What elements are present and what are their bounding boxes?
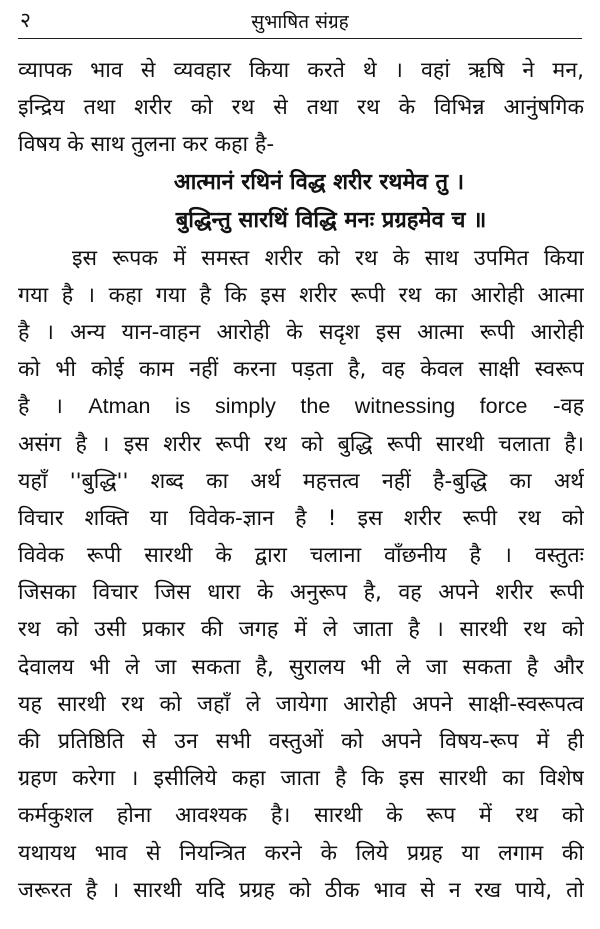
text-line: को भी कोई काम नहीं करना पड़ता है, वह केवल साक्षी स्वरूप [18,357,584,383]
text-line: जरूरत है । सारथी यदि प्रग्रह को ठीक भाव से न रख पाये, तो [18,877,584,903]
text-line: यथायथ भाव से नियन्त्रित करने के लिये प्रग्रह या लगाम की [18,840,584,866]
hindi-fragment: -वह [552,394,584,420]
text-line: इस रूपक में समस्त शरीर को रथ के साथ उपमित किया [72,245,584,271]
text-line: ग्रहण करेगा । इसीलिये कहा जाता है कि इस सारथी का विशेष [18,766,584,792]
page-number: २ [20,8,31,32]
text-line: असंग है । इस शरीर रूपी रथ को बुद्धि रूपी सारथी चलाता है। [18,431,584,457]
text-line: विचार शक्ति या विवेक-ज्ञान है ! इस शरीर रूपी रथ को [18,505,584,531]
hindi-fragment: है । [18,394,63,420]
text-line: व्यापक भाव से व्यवहार किया करते थे । वहां ऋषि ने मन, [18,58,584,83]
text-line: विषय के साथ तुलना कर कहा है- [18,132,275,158]
text-line: गया है । कहा गया है कि इस शरीर रूपी रथ का आरोही आत्मा [18,282,584,308]
english-quote: Atman is simply the witnessing force [88,394,528,419]
text-line: विवेक रूपी सारथी के द्वारा चलाना वाँछनीय है । वस्तुतः [18,543,584,569]
running-title: सुभाषित संग्रह [251,11,349,33]
verse-line: आत्मानं रथिनं विद्ध शरीर रथमेव तु । [173,169,465,195]
page-header [18,4,582,39]
text-line: यहाँ ''बुद्धि'' शब्द का अर्थ महत्तत्व नहीं है-बुद्धि का अर्थ [18,468,584,494]
text-line: इन्द्रिय तथा शरीर को रथ से तथा रथ के विभिन्न आनुंषगिक [18,95,584,121]
text-line: है । अन्य यान-वाहन आरोही के सदृश इस आत्मा रूपी आरोही [18,319,584,345]
mixed-language-line [18,388,584,425]
text-line: कर्मकुशल होना आवश्यक है। सारथी के रूप में रथ को [18,803,584,829]
text-line: देवालय भी ले जा सकता है, सुरालय भी ले जा सकता है और [18,654,584,680]
text-line: यह सारथी रथ को जहाँ ले जायेगा आरोही अपने साक्षी-स्वरूपत्व [18,691,584,717]
body-text [18,52,584,909]
text-line: जिसका विचार जिस धारा के अनुरूप है, वह अपने शरीर रूपी [18,580,584,606]
verse-line: बुद्धिन्तु सारथिं विद्धि मनः प्रग्रहमेव च ॥ [175,207,487,233]
text-line: की प्रतिष्ठिति से उन सभी वस्तुओं को अपने विषय-रूप में ही [18,729,584,754]
text-line: रथ को उसी प्रकार की जगह में ले जाता है । सारथी रथ को [18,617,584,643]
